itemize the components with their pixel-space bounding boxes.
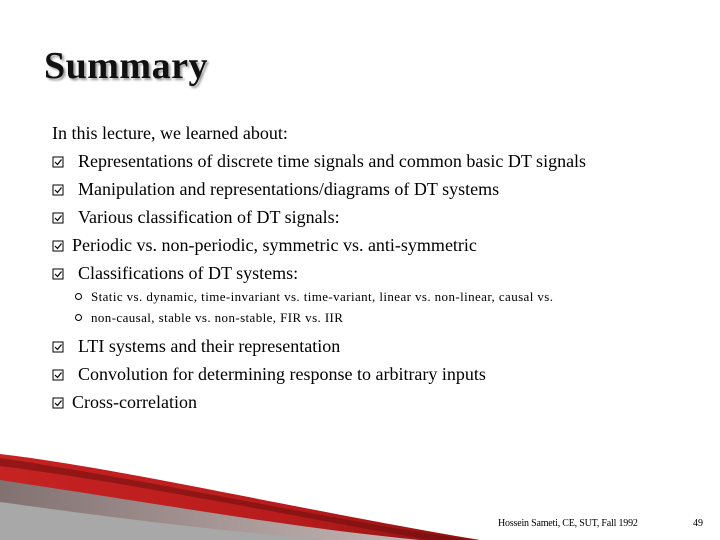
checkbox-square-icon [52,369,64,381]
slide-title: Summary [44,45,208,87]
list-item-text: LTI systems and their representation [78,336,341,356]
list-item-text: Representations of discrete time signals and common basic DT signals [78,151,587,171]
list-item-text: Classifications of DT systems: [78,263,299,283]
list-item-text: Manipulation and representations/diagrams of DT systems [78,179,500,199]
checkbox-square-icon [52,240,64,252]
checkbox-square-icon [52,184,64,196]
sub-list-item-text: non-causal, stable vs. non-stable, FIR vs. IIR [91,310,344,325]
page-number: 49 [693,518,703,529]
checkbox-square-icon [52,212,64,224]
checkbox-square-icon [52,156,64,168]
circle-bullet-icon [75,293,82,300]
list-item-text: Periodic vs. non-periodic, symmetric vs. anti-symmetric [72,235,477,255]
list-item-text: Convolution for determining response to arbitrary inputs [78,364,486,384]
checkbox-square-icon [52,397,64,409]
checkbox-square-icon [52,341,64,353]
list-item-text: Cross-correlation [72,392,197,412]
sub-list-item-text: Static vs. dynamic, time-invariant vs. time-variant, linear vs. non-linear, causal vs. [91,289,554,304]
intro-text: In this lecture, we learned about: [52,123,288,143]
footer-text: Hossein Sameti, CE, SUT, Fall 1992 [498,518,638,529]
list-item-text: Various classification of DT signals: [78,207,340,227]
circle-bullet-icon [75,314,82,321]
checkbox-square-icon [52,268,64,280]
